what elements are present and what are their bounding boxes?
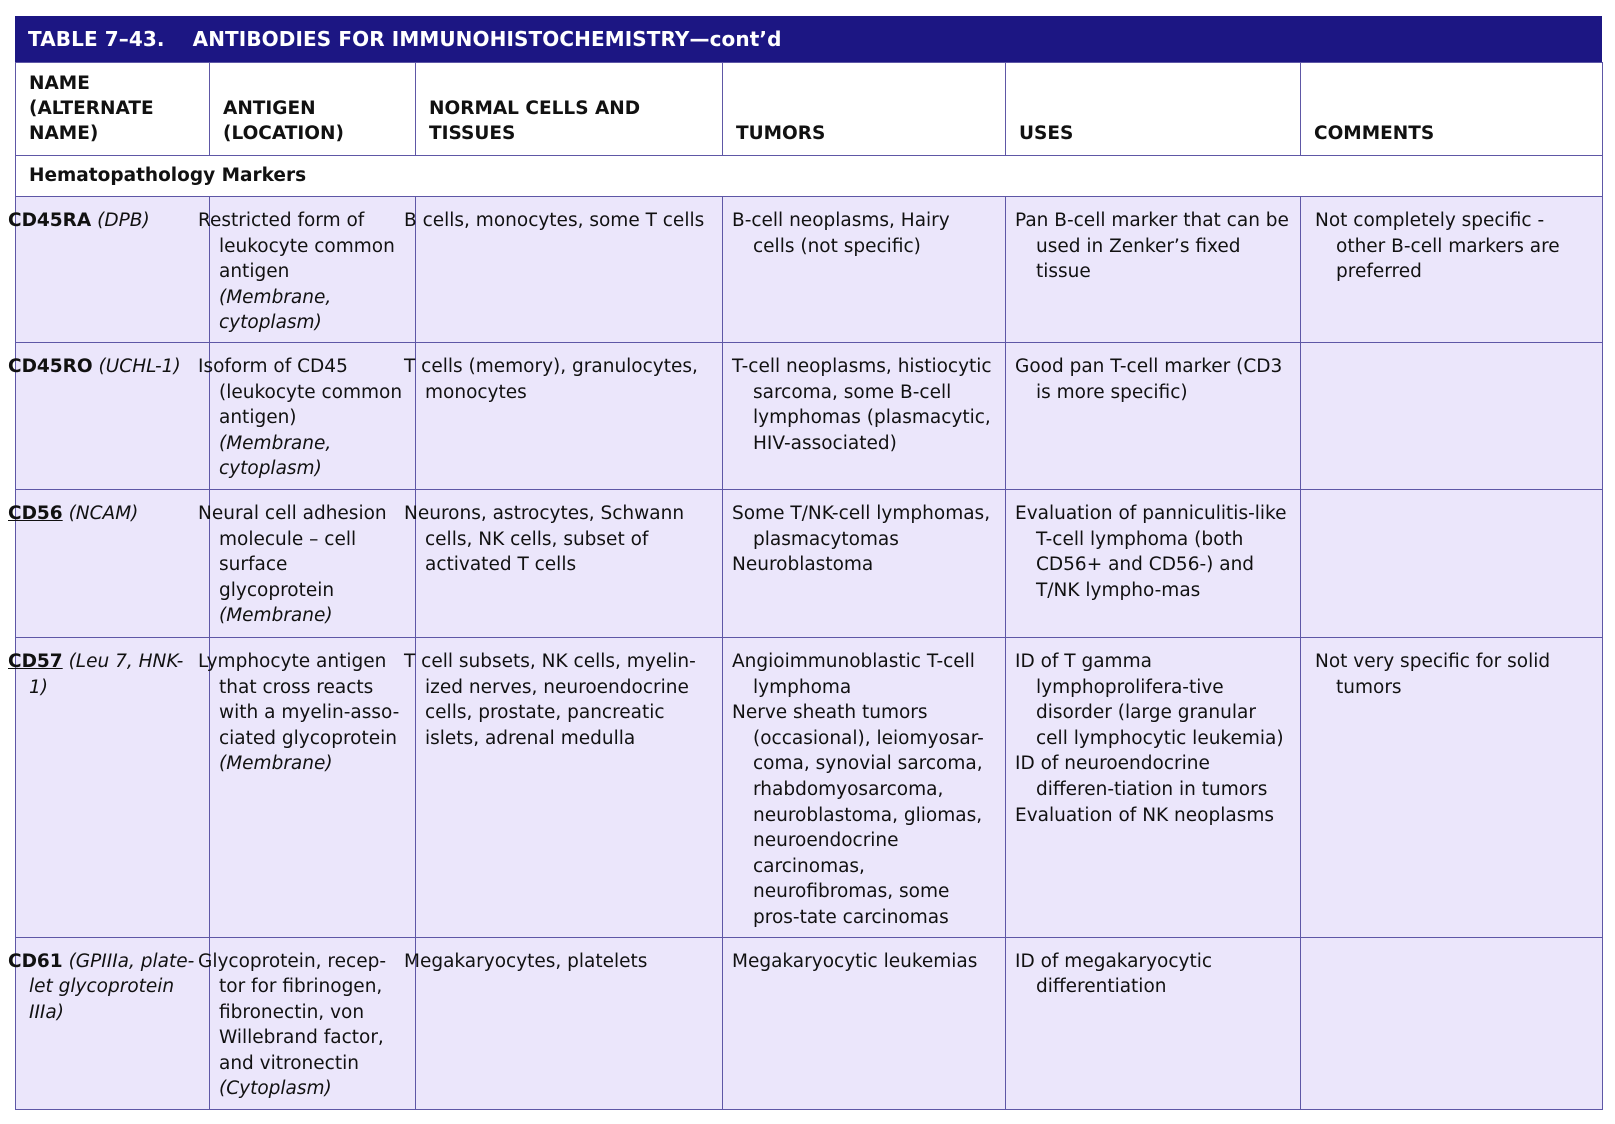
name-cell: CD57 (Leu 7, HNK-1) — [16, 637, 210, 937]
tumors-cell: Some T/NK-cell lymphomas, plasmacytomas Neuroblastoma — [723, 489, 1006, 637]
antigen-cell: Restricted form of leukocyte common antigen (Membrane, cytoplasm) — [210, 197, 416, 343]
normal-cell: B cells, monocytes, some T cells — [416, 197, 723, 343]
antigen-cell: Glycoprotein, recep-tor for fibrinogen, fibronectin, von Willebrand factor, and vitronectin (Cytoplasm) — [210, 937, 416, 1109]
table-title — [15, 16, 1602, 62]
comments-cell — [1301, 489, 1603, 637]
uses-cell: Pan B-cell marker that can be used in Zenker’s fixed tissue — [1006, 197, 1301, 343]
name-cell: CD45RO (UCHL-1) — [16, 342, 210, 489]
uses-cell: Good pan T-cell marker (CD3 is more specific) — [1006, 342, 1301, 489]
header-normal-cells: NORMAL CELLS AND TISSUES — [416, 63, 723, 156]
normal-cell: Megakaryocytes, platelets — [416, 937, 723, 1109]
name-cell: CD61 (GPIIIa, plate-let glycoprotein IIIa) — [16, 937, 210, 1109]
table-title-text: ANTIBODIES FOR IMMUNOHISTOCHEMISTRY—cont’d — [192, 27, 782, 51]
normal-cell: T cells (memory), granulocytes, monocytes — [416, 342, 723, 489]
comments-cell: Not very specific for solid tumors — [1301, 637, 1603, 937]
tumors-cell: Megakaryocytic leukemias — [723, 937, 1006, 1109]
uses-cell: ID of megakaryocytic differentiation — [1006, 937, 1301, 1109]
tumors-cell: Angioimmunoblastic T-cell lymphoma Nerve sheath tumors (occasional), leiomyosar-coma, synovial sarcoma, rhabdomyosarcoma, neuroblastoma, gliomas, neuroendocrine carcinomas, neurofibromas, some pros-tate carcinomas — [723, 637, 1006, 937]
section-row — [16, 156, 1603, 197]
header-tumors: TUMORS — [723, 63, 1006, 156]
uses-cell: Evaluation of panniculitis-like T-cell lymphoma (both CD56+ and CD56-) and T/NK lympho-mas — [1006, 489, 1301, 637]
antigen-cell: Lymphocyte antigen that cross reacts with a myelin-asso-ciated glycoprotein (Membrane) — [210, 637, 416, 937]
comments-cell — [1301, 342, 1603, 489]
normal-cell: Neurons, astrocytes, Schwann cells, NK cells, subset of activated T cells — [416, 489, 723, 637]
antibodies-table — [8, 62, 1603, 1110]
table-row — [16, 197, 1603, 343]
antigen-cell: Isoform of CD45 (leukocyte common antigen) (Membrane, cytoplasm) — [210, 342, 416, 489]
table-row — [16, 342, 1603, 489]
normal-cell: T cell subsets, NK cells, myelin-ized nerves, neuroendocrine cells, prostate, pancreatic islets, adrenal medulla — [416, 637, 723, 937]
tumors-cell: B-cell neoplasms, Hairy cells (not specific) — [723, 197, 1006, 343]
table-row — [16, 489, 1603, 637]
header-antigen: ANTIGEN (LOCATION) — [210, 63, 416, 156]
section-title: Hematopathology Markers — [16, 156, 1603, 197]
comments-cell: Not completely specific - other B-cell markers are preferred — [1301, 197, 1603, 343]
comments-cell — [1301, 937, 1603, 1109]
table-row — [16, 937, 1603, 1109]
tumors-cell: T-cell neoplasms, histiocytic sarcoma, some B-cell lymphomas (plasmacytic, HIV-associated) — [723, 342, 1006, 489]
header-uses: USES — [1006, 63, 1301, 156]
name-cell: CD56 (NCAM) — [16, 489, 210, 637]
header-name: NAME (ALTERNATE NAME) — [16, 63, 210, 156]
name-cell: CD45RA (DPB) — [16, 197, 210, 343]
header-row — [16, 63, 1603, 156]
table-row — [16, 637, 1603, 937]
header-comments: COMMENTS — [1301, 63, 1603, 156]
table-number: TABLE 7–43. — [28, 27, 165, 51]
antigen-cell: Neural cell adhesion molecule – cell surface glycoprotein (Membrane) — [210, 489, 416, 637]
uses-cell: ID of T gamma lymphoprolifera-tive disorder (large granular cell lymphocytic leukemia) ID of neuroendocrine differen-tiation in tumors Evaluation of NK neoplasms — [1006, 637, 1301, 937]
